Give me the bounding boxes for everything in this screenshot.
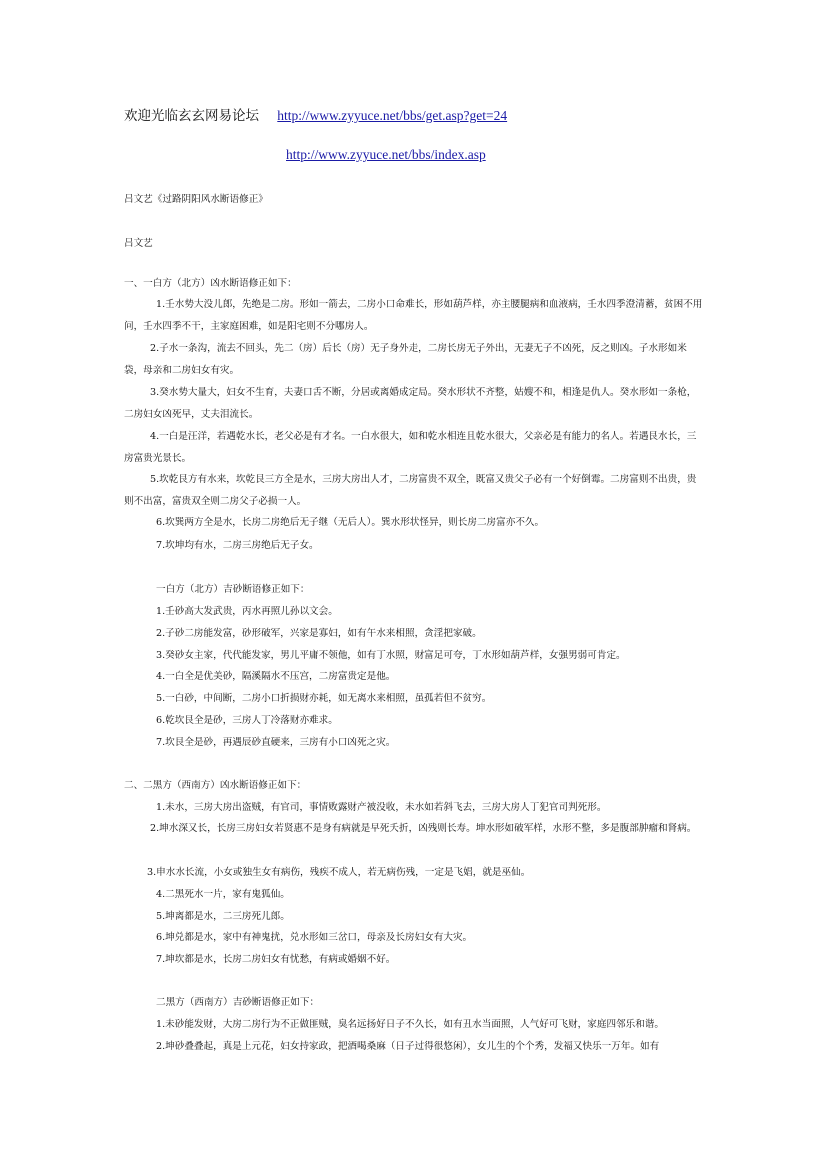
section-heading: 二、二黑方（西南方）凶水断语修正如下： xyxy=(124,780,307,791)
list-item: 1.未砂能发财，大房二房行为不正做匪贼，臭名远扬好日子不久长，如有丑水当面照，人气好可飞财，家庭四邻乐和谐。 xyxy=(156,1019,665,1030)
section-heading: 一白方（北方）吉砂断语修正如下： xyxy=(156,584,310,595)
list-item: 7.坎坤均有水，二房三房绝后无子女。 xyxy=(156,540,319,551)
list-item: 3.癸砂女主家，代代能发家，男儿平庸不领他，如有丁水照，财富足可夸，丁水形如葫芦样，女强男弱可肯定。 xyxy=(156,650,626,661)
forum-link-index[interactable]: http://www.zyyuce.net/bbs/index.asp xyxy=(286,147,486,162)
site-name: 欢迎光临玄玄网易论坛 xyxy=(124,108,259,124)
doc-title: 吕文艺《过路阴阳风水断语修正》 xyxy=(124,194,268,205)
list-item: 1.壬砂高大发武贵，丙水再照儿孙以文会。 xyxy=(156,606,338,617)
forum-link-get[interactable]: http://www.zyyuce.net/bbs/get.asp?get=24 xyxy=(277,108,508,123)
list-item: 1.壬水势大没儿郎，先绝是二房。形如一箭去，二房小口命难长，形如葫芦样，亦主腰腿病和血液病，壬水四季澄清蓄，贫困不用问，壬水四季不干，主家庭困难，如是阳宅则不分哪房人。 xyxy=(124,299,703,332)
list-item: 3.申水水长流，小女或独生女有病伤，残疾不成人，若无病伤残，一定是飞娼，就是巫仙。 xyxy=(147,867,531,878)
header-line-1 xyxy=(124,104,507,124)
list-item: 4.二黑死水一片，家有鬼狐仙。 xyxy=(156,889,290,900)
section-heading: 二黑方（西南方）吉砂断语修正如下： xyxy=(156,997,320,1008)
list-item: 7.坤坎都是水，长房二房妇女有忧愁，有病或婚姻不好。 xyxy=(156,954,396,965)
list-item: 6.坤兑都是水，家中有神鬼扰，兑水形如三岔口，母亲及长房妇女有大灾。 xyxy=(156,932,473,943)
list-item: 7.坎艮全是砂，再遇辰砂直硬来，三房有小口凶死之灾。 xyxy=(156,737,396,748)
list-item: 5.坎乾艮方有水来，坎乾艮三方全是水，三房大房出人才，二房富贵不双全，既富又贵父子必有一个好倒霉。二房富则不出贵，贵则不出富，富贵双全则二房父子必损一人。 xyxy=(124,474,697,507)
list-item: 6.乾坎艮全是砂，三房人丁冷落财亦难求。 xyxy=(156,715,338,726)
section-heading: 一、一白方（北方）凶水断语修正如下： xyxy=(124,278,297,289)
list-item: 2.坤砂叠叠起，真是上元花，妇女持家政，把酒喝桑麻（日子过得很悠闲），女儿生的个个秀，发福又快乐一万年。如有 xyxy=(156,1041,660,1052)
list-item: 5.坤离都是水，二三房死儿郎。 xyxy=(156,911,290,922)
doc-author: 吕文艺 xyxy=(124,238,153,249)
list-item: 2.子水一条沟，流去不回头，先二（房）后长（房）无子身外走，二房长房无子外出，无妻无子不凶死，反之则凶。子水形如米袋，母亲和二房妇女有灾。 xyxy=(124,343,687,376)
list-item: 1.未水，三房大房出盗贼，有官司，事情败露财产被没收，未水如若斜飞去，三房大房人丁犯官司判死形。 xyxy=(156,802,607,813)
list-item: 3.癸水势大量大，妇女不生育，夫妻口舌不断，分居或离婚成定局。癸水形状不齐整，姑嫂不和，相逢是仇人。癸水形如一条枪，二房妇女凶死早，丈夫泪流长。 xyxy=(124,387,697,420)
list-item: 6.坎巽两方全是水，长房二房绝后无子继（无后人）。巽水形状怪异，则长房二房富亦不久。 xyxy=(156,517,545,528)
list-item: 2.坤水深又长，长房三房妇女若贤惠不是身有病就是早死夭折，凶残则长寿。坤水形如破军样，水形不整，多是腹部肿瘤和肾病。 xyxy=(150,823,697,834)
list-item: 2.子砂二房能发富，砂形破军，兴家是寡妇，如有午水来相照，贪淫把家破。 xyxy=(156,628,482,639)
list-item: 5.一白砂，中间断，二房小口折损财亦耗，如无离水来相照，虽孤若但不贫穷。 xyxy=(156,693,492,704)
list-item: 4.一白是汪洋，若遇乾水长，老父必是有才名。一白水很大，如和乾水相连且乾水很大，父亲必是有能力的名人。若遇艮水长，三房富贵光景长。 xyxy=(124,431,697,464)
list-item: 4.一白全是优美砂，隔溪隔水不压宫，二房富贵定是他。 xyxy=(156,671,396,682)
header-line-2 xyxy=(286,147,486,163)
